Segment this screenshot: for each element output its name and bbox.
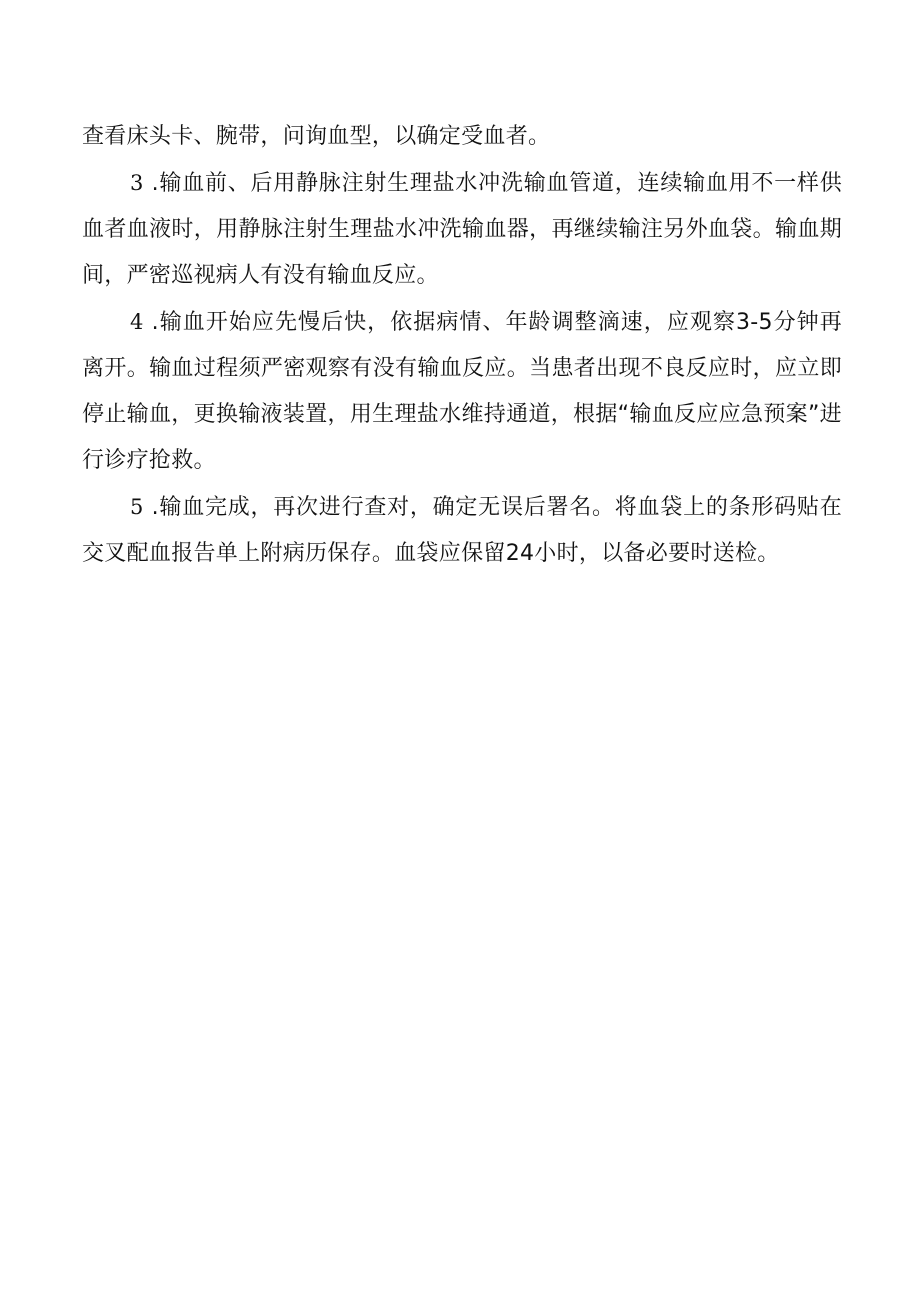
paragraph-text: .输血前、后用静脉注射生理盐水冲洗输血管道，连续输血用不一样供血者血液时，用静脉注射生理盐水冲洗输血器，再继续输注另外血袋。输血期间，严密巡视病人有没有输血反应。 (82, 171, 842, 288)
paragraph-step-5 (82, 484, 842, 577)
paragraph-continuation (82, 114, 842, 160)
paragraph-step-4 (82, 299, 842, 484)
paragraph-text: .输血开始应先慢后快，依据病情、年龄调整滴速，应观察3-5分钟再离开。输血过程须严密观察有没有输血反应。当患者出现不良反应时，应立即停止输血，更换输液装置，用生理盐水维持通道，根据“输血反应应急预案”进行诊疗抢救。 (82, 310, 842, 473)
step-number: 5 (130, 495, 144, 519)
paragraph-step-3 (82, 160, 842, 299)
document-body (82, 114, 842, 577)
paragraph-text: .输血完成，再次进行查对，确定无误后署名。将血袋上的条形码贴在交叉配血报告单上附病历保存。血袋应保留24小时，以备必要时送检。 (82, 495, 842, 566)
paragraph-text: 查看床头卡、腕带，问询血型，以确定受血者。 (82, 124, 551, 149)
step-number: 4 (130, 310, 144, 334)
step-number: 3 (130, 171, 144, 195)
